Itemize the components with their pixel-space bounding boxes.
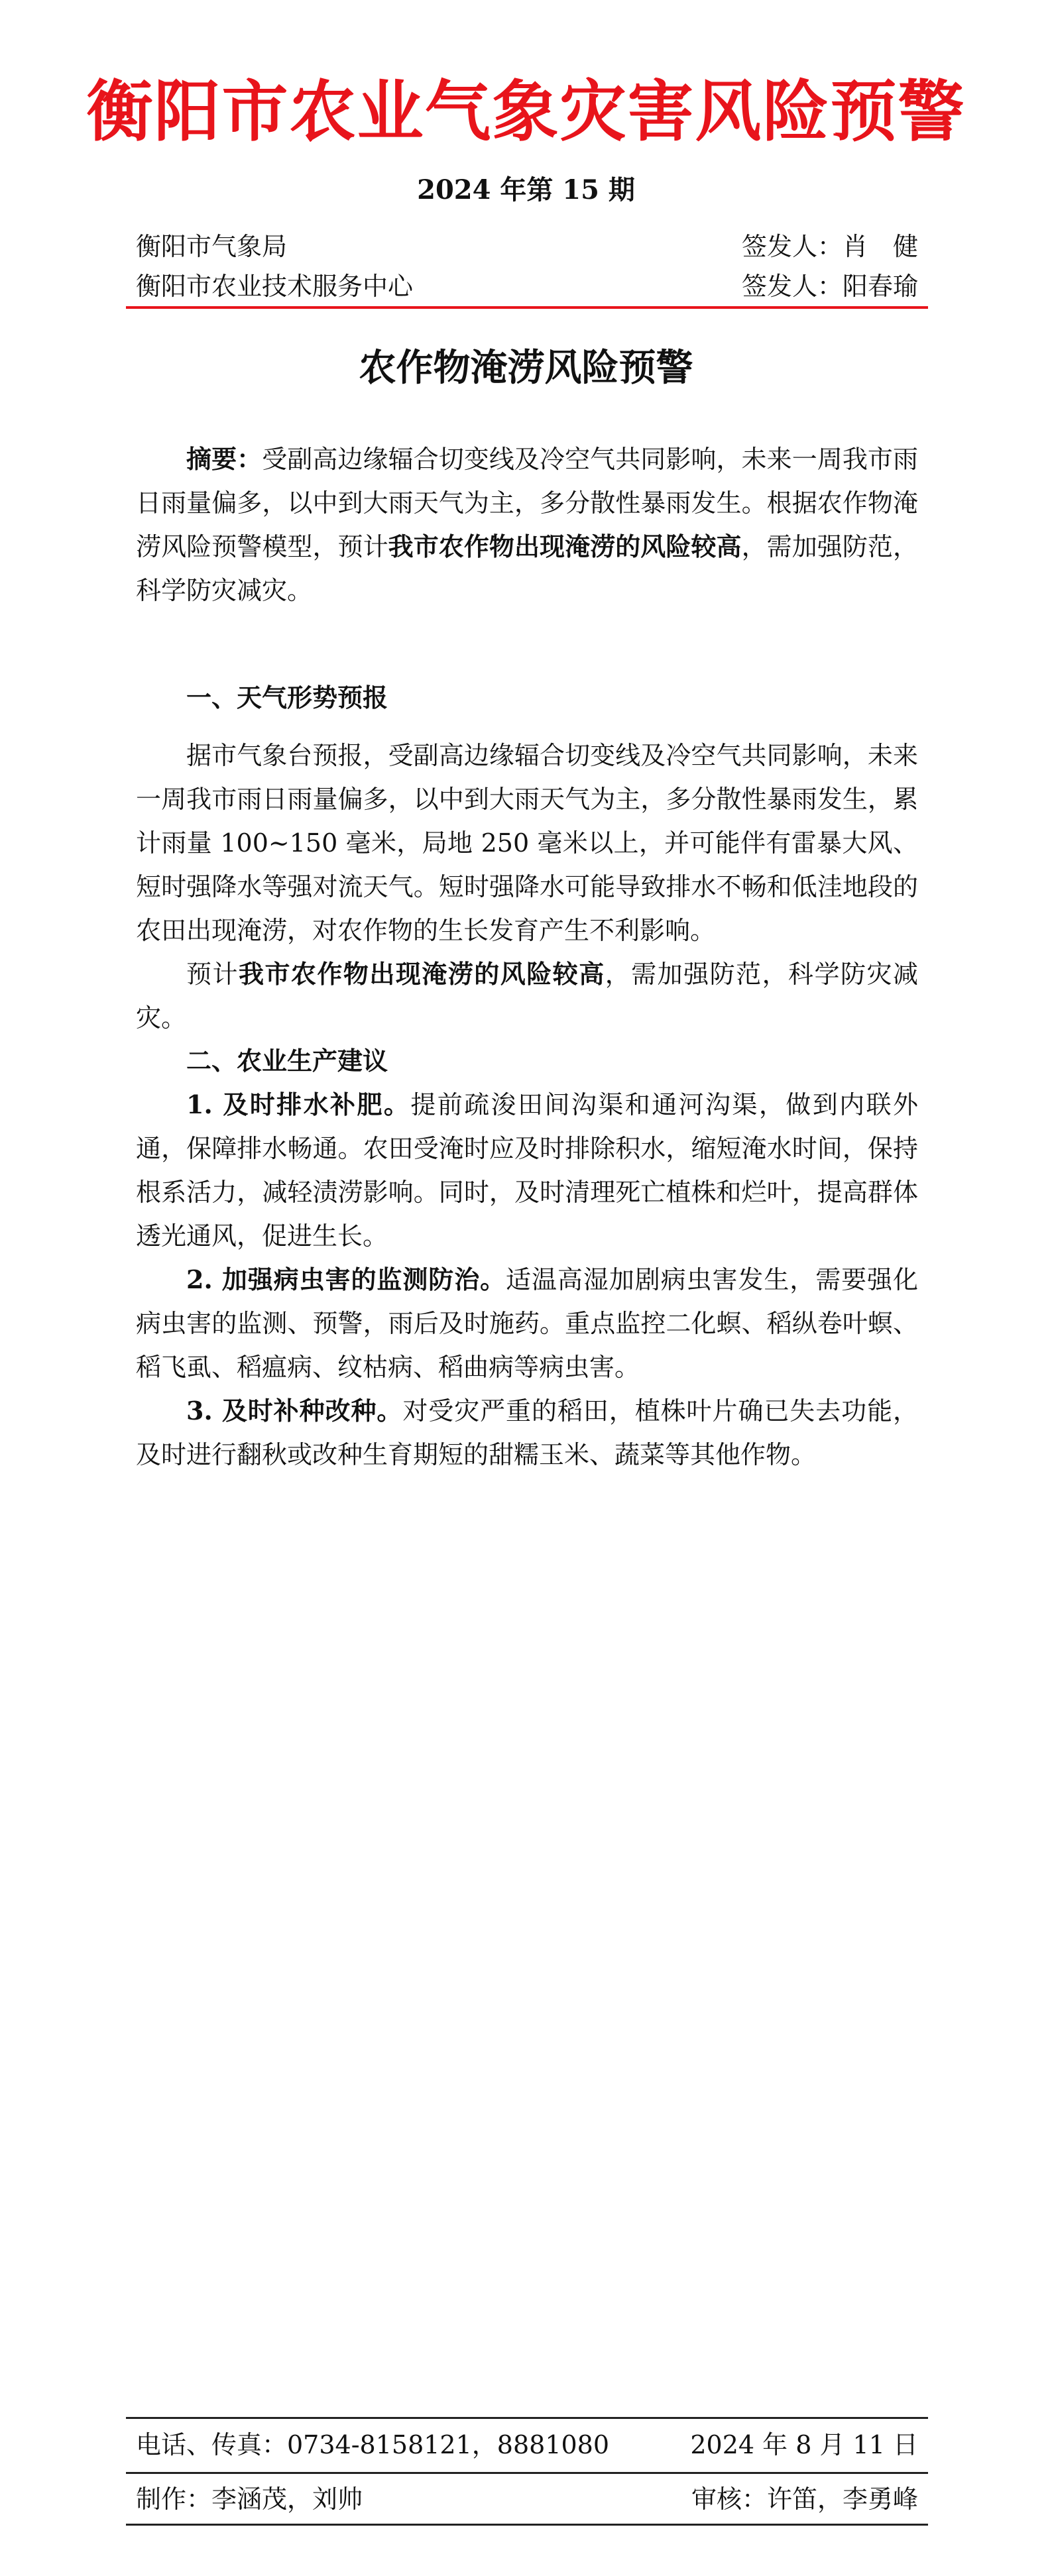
advice-item-1 [136, 1083, 918, 1258]
section-1-paragraph-1: 据市气象台预报，受副高边缘辐合切变线及冷空气共同影响，未来一周我市雨日雨量偏多，以中到大雨天气为主，多分散性暴雨发生，累计雨量 100~150 毫米，局地 250 毫米以上，并可能伴有雷暴大风、短时强降水等强对流天气。短时强降水可能导致排水不畅和低洼地段的农田出现淹涝，对农作物的生长发育产生不利影响。 [136, 741, 918, 945]
advice-item-2 [136, 1258, 918, 1389]
abstract-paragraph [136, 437, 918, 612]
issue-number: 2024 年第 15 期 [417, 174, 635, 205]
section-1-heading: 一、天气形势预报 [186, 683, 388, 712]
abstract-emphasis: 我市农作物出现淹涝的风险较高 [388, 532, 742, 561]
advice-title: 2. 加强病虫害的监测防治。 [186, 1264, 506, 1294]
footer-made-by: 制作：李涵茂，刘帅 [136, 2485, 363, 2514]
section-1-paragraph-2 [136, 952, 918, 1040]
footer-divider-bottom [126, 2524, 928, 2526]
issuer-signer: 签发人：肖 健 [741, 232, 918, 261]
abstract-label: 摘要： [186, 444, 263, 474]
abstract-text-end: ，需加强防范，科学防灾减灾。 [136, 532, 918, 605]
footer-divider-top [126, 2417, 928, 2419]
footer-divider-middle [126, 2472, 928, 2474]
abstract-text: 受副高边缘辐合切变线及冷空气共同影响，未来一周我市雨日雨量偏多，以中到大雨天气为主，多分散性暴雨发生。根据农作物淹涝风险预警模型，预计 [136, 445, 918, 561]
issuer-row-1 [136, 231, 918, 262]
advice-item-3 [136, 1389, 918, 1477]
masthead-title: 衡阳市农业气象灾害风险预警 [86, 72, 966, 150]
issuer-org: 衡阳市农业技术服务中心 [136, 272, 414, 301]
header-divider [126, 306, 928, 309]
advice-text: 适温高湿加剧病虫害发生，需要强化病虫害的监测、预警，雨后及时施药。重点监控二化螟、稻纵卷叶螟、稻飞虱、稻瘟病、纹枯病、稻曲病等病虫害。 [136, 1265, 918, 1382]
advice-title: 1. 及时排水补肥。 [186, 1090, 411, 1119]
p2-emphasis: 我市农作物出现淹涝的风险较高 [238, 959, 605, 989]
issuer-row-2 [136, 270, 918, 302]
advice-title: 3. 及时补种改种。 [186, 1396, 403, 1426]
advice-text: 提前疏浚田间沟渠和通河沟渠，做到内联外通，保障排水畅通。农田受淹时应及时排除积水，缩短淹水时间，保持根系活力，减轻渍涝影响。同时，及时清理死亡植株和烂叶，提高群体透光通风，促进生长。 [136, 1090, 918, 1251]
footer-contact: 电话、传真：0734-8158121，8881080 [136, 2430, 610, 2459]
document-title: 农作物淹涝风险预警 [359, 346, 693, 390]
footer-reviewed-by: 审核：许笛，李勇峰 [691, 2485, 918, 2514]
footer-row-2 [136, 2483, 918, 2515]
p2-post: ，需加强防范，科学防灾减灾。 [136, 960, 918, 1033]
footer-date: 2024 年 8 月 11 日 [690, 2430, 918, 2459]
advice-text: 对受灾严重的稻田，植株叶片确已失去功能，及时进行翻秋或改种生育期短的甜糯玉米、蔬菜等其他作物。 [136, 1396, 918, 1469]
section-2-heading: 二、农业生产建议 [186, 1046, 388, 1076]
p2-pre: 预计 [186, 960, 239, 989]
issuer-org: 衡阳市气象局 [136, 232, 288, 261]
footer-row-1 [136, 2429, 918, 2461]
issuer-signer: 签发人：阳春瑜 [741, 272, 918, 301]
